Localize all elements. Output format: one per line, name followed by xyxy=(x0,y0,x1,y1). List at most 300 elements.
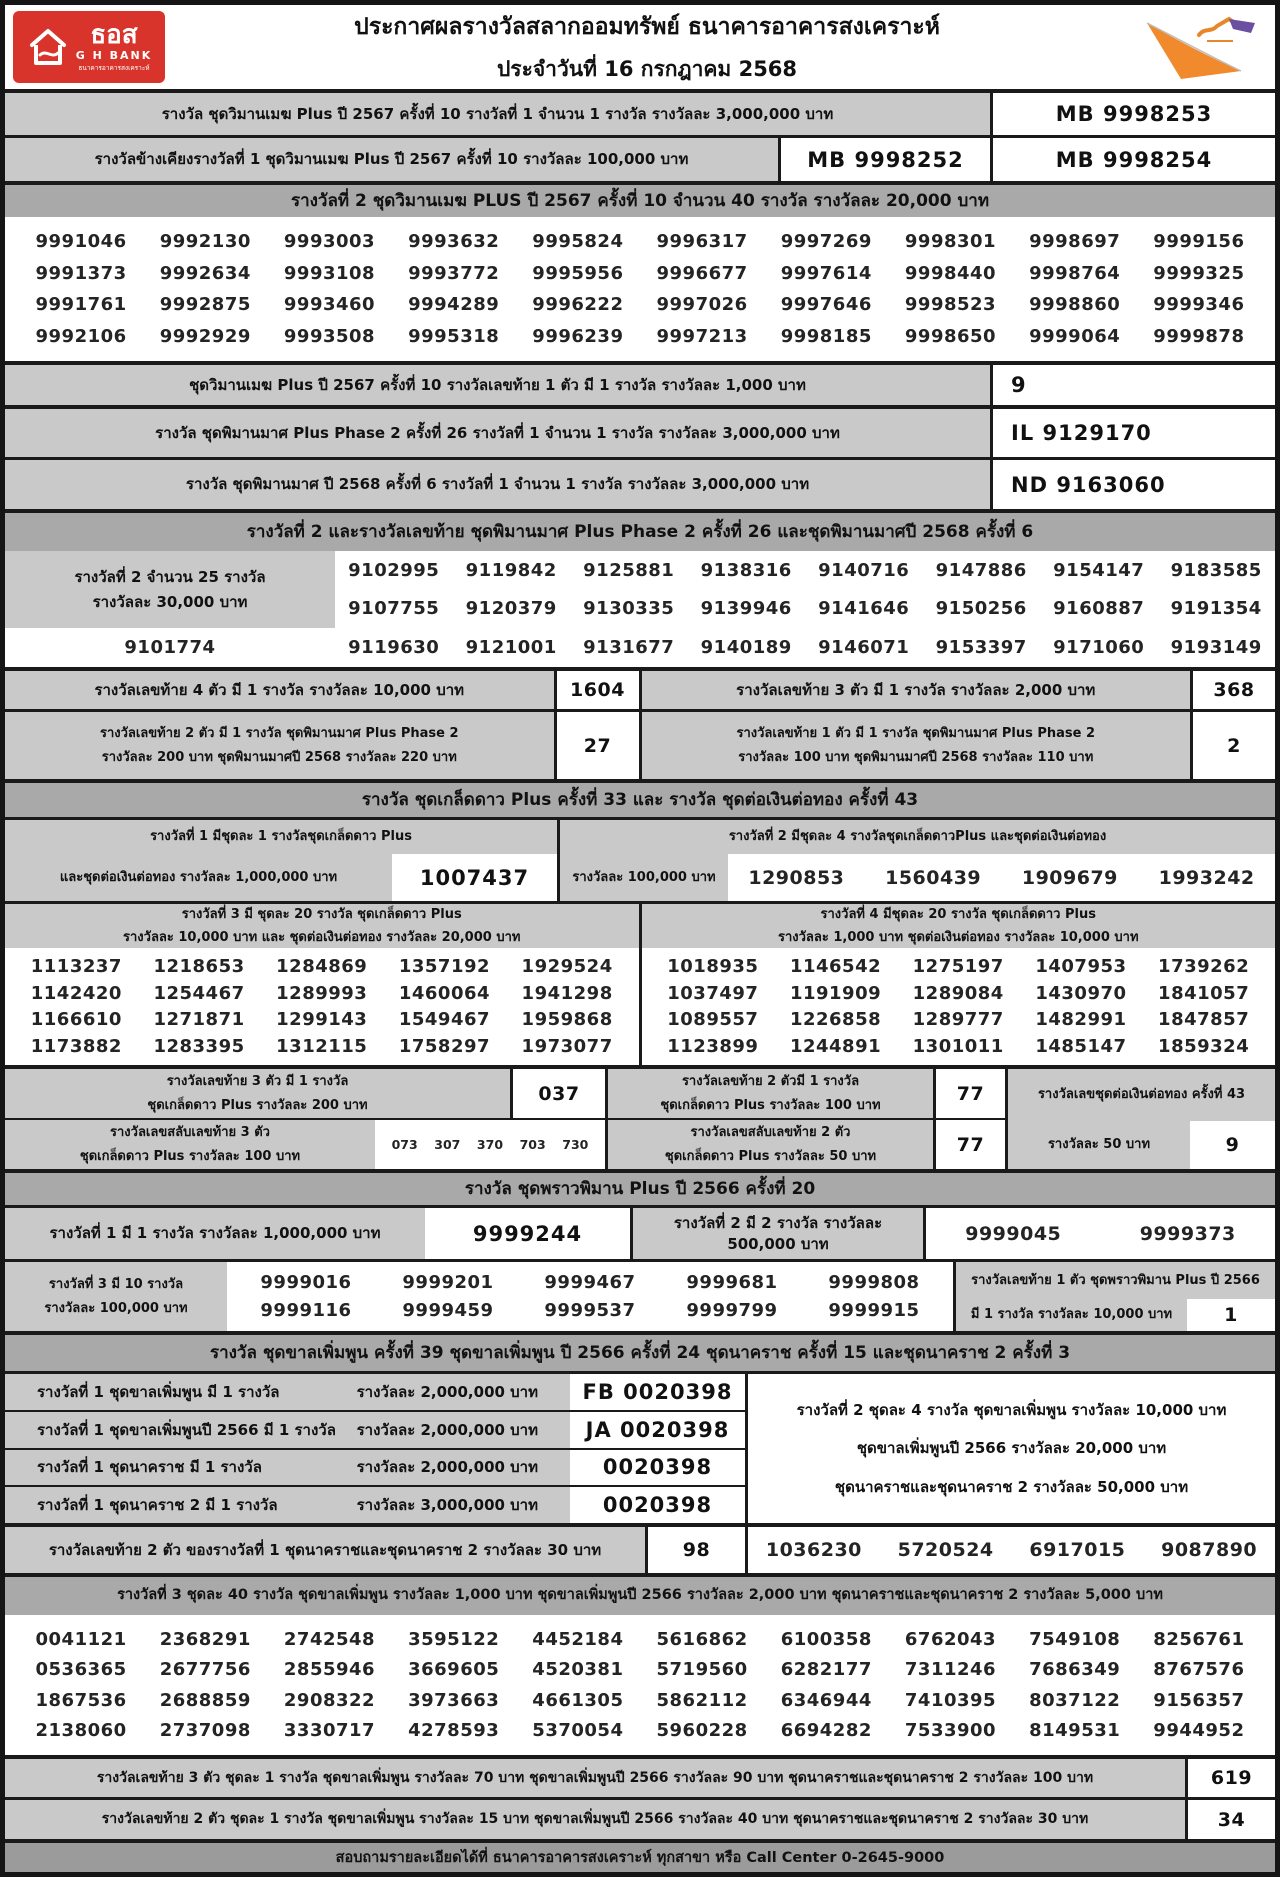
prize-label xyxy=(5,1069,510,1118)
lottery-number: 9999799 xyxy=(686,1300,778,1322)
document-title xyxy=(165,9,1129,86)
prize-label: รางวัลเลขท้าย 3 ตัว ชุดละ 1 รางวัล ชุดขาลเพิ่มพูน รางวัลละ 70 บาท ชุดขาลเพิ่มพูนปี 2566 รางวัลละ 90 บาท ชุดนาคราชและชุดนาคราช 2 รางวัลละ 100 บาท xyxy=(5,1759,1185,1797)
lottery-number: 9121001 xyxy=(465,637,557,659)
prize-value: MB 9998253 xyxy=(990,93,1275,135)
khan-prize1-row xyxy=(5,1448,745,1486)
lottery-number: 9997614 xyxy=(780,262,872,284)
lottery-number: 6694282 xyxy=(780,1720,872,1742)
lottery-number: 6346944 xyxy=(780,1689,872,1711)
prize-label-line2: ชุดเกล็ดดาว Plus รางวัลละ 100 บาท xyxy=(660,1097,881,1113)
prize-label-line2: รางวัลละ 50 บาท xyxy=(1047,1137,1151,1153)
lottery-number: 9998440 xyxy=(904,262,997,284)
lottery-number: 6100358 xyxy=(780,1628,872,1650)
praopiman-prize1-prize2-row xyxy=(5,1205,1275,1259)
prize-label-line2: ชุดเกล็ดดาว Plus รางวัลละ 50 บาท xyxy=(664,1148,877,1164)
prize-value: 9 xyxy=(1190,1121,1275,1169)
prize-label: รางวัลเลขท้าย 4 ตัว มี 1 รางวัล รางวัลละ 10,000 บาท xyxy=(5,671,554,709)
ghb-bank-logo xyxy=(13,11,165,83)
lottery-number: 9991373 xyxy=(35,262,127,284)
prize-label-line2: มี 1 รางวัล รางวัลละ 10,000 บาท xyxy=(970,1307,1173,1322)
kleddao-prize2-body xyxy=(560,854,1275,901)
praopiman-last1-cell xyxy=(953,1262,1275,1331)
lottery-number: 3330717 xyxy=(283,1720,376,1742)
lottery-number: 9999116 xyxy=(260,1300,352,1322)
lottery-number: 7410395 xyxy=(904,1689,997,1711)
lottery-number: 9153397 xyxy=(935,637,1027,659)
praopiman-last1-value-row xyxy=(956,1299,1275,1332)
pimanmas-prize2-block xyxy=(5,551,1275,667)
lottery-number: 9999373 xyxy=(1139,1222,1236,1245)
lottery-number: 9140716 xyxy=(818,559,910,581)
khan-prize2-cell xyxy=(745,1374,1275,1523)
lottery-number: 2677756 xyxy=(159,1659,251,1681)
prize-label-line1: รางวัลเลขท้าย 1 ตัว มี 1 รางวัล ชุดพิมานมาศ Plus Phase 2 xyxy=(736,726,1096,741)
lottery-number: 1993242 xyxy=(1158,866,1255,889)
lottery-number: 9997269 xyxy=(780,231,872,253)
lottery-number: 1909679 xyxy=(1021,866,1118,889)
pimanmas-prize2-row3 xyxy=(335,628,1275,667)
praopiman-prize2-values xyxy=(923,1208,1275,1259)
prize-label xyxy=(5,1450,570,1486)
lottery-number: 1482991 xyxy=(1035,1009,1127,1031)
lottery-number: 1036230 xyxy=(765,1539,862,1561)
prize-label xyxy=(639,712,1191,779)
prize-header-line1: รางวัลที่ 4 มีชุดละ 20 รางวัล ชุดเกล็ดดาว Plus xyxy=(820,906,1096,922)
pimanmas-phase2-prize1-row xyxy=(5,405,1275,457)
lottery-number: 1290853 xyxy=(748,866,845,889)
section-header-praopiman: รางวัล ชุดพราวพิมาน Plus ปี 2566 ครั้งที่ 20 xyxy=(5,1169,1275,1205)
khan-last2-prize1-row xyxy=(5,1523,1275,1573)
lottery-number: 4520381 xyxy=(532,1659,624,1681)
prize-label xyxy=(5,712,554,779)
lottery-number: 9993108 xyxy=(283,262,376,284)
lottery-number: 1560439 xyxy=(885,866,982,889)
prize-value: 1604 xyxy=(554,671,639,709)
prize-label-line1: รางวัลเลขสลับเลขท้าย 3 ตัว xyxy=(110,1125,270,1140)
section-header-khan: รางวัล ชุดขาลเพิ่มพูน ครั้งที่ 39 ชุดขาลเพิ่มพูน ปี 2566 ครั้งที่ 24 ชุดนาคราช ครั้งที่ 15 และชุดนาคราช 2 ครั้งที่ 3 xyxy=(5,1331,1275,1371)
ghb-anniversary-logo xyxy=(1129,9,1269,85)
lottery-number: 9995824 xyxy=(532,231,624,253)
lottery-number: 1146542 xyxy=(789,955,882,977)
prize-value: 1 xyxy=(1187,1299,1275,1332)
khan-prize1-row xyxy=(5,1374,745,1410)
khan-prize2-line1: รางวัลที่ 2 ชุดละ 4 รางวัล ชุดขาลเพิ่มพูน รางวัลละ 10,000 บาท xyxy=(796,1401,1227,1420)
prize-label: รางวัลข้างเคียงรางวัลที่ 1 ชุดวิมานเมฆ Plus ปี 2567 ครั้งที่ 10 รางวัลละ 100,000 บาท xyxy=(5,138,778,181)
kleddao-prize4-numbers xyxy=(642,948,1276,1065)
lottery-number: 9999681 xyxy=(686,1271,778,1293)
lottery-number: 1289993 xyxy=(276,982,368,1004)
lottery-number: 1254467 xyxy=(153,982,245,1004)
lottery-number: 1271871 xyxy=(153,1009,245,1031)
pimanmas-last2-last1-row xyxy=(5,709,1275,779)
lottery-number: 1123899 xyxy=(667,1036,759,1058)
lottery-number: 1289084 xyxy=(912,982,1004,1004)
kleddao-tails-col1 xyxy=(5,1069,605,1169)
pimanmas-prize2-row1 xyxy=(335,551,1275,590)
lottery-number: 1430970 xyxy=(1035,982,1127,1004)
prize-label-line1: รางวัลเลขท้าย 3 ตัว มี 1 รางวัล xyxy=(166,1074,349,1089)
prize-label-line1: รางวัลเลขท้าย 1 ตัว ชุดพราวพิมาน Plus ปี 2566 xyxy=(971,1272,1260,1288)
lottery-number: 9993003 xyxy=(283,231,376,253)
lottery-number: 8767576 xyxy=(1153,1659,1245,1681)
prize-label xyxy=(5,551,335,628)
lottery-number: 9140189 xyxy=(700,637,792,659)
lottery-number: 1089557 xyxy=(667,1009,759,1031)
section-header-khan-prize3: รางวัลที่ 3 ชุดละ 40 รางวัล ชุดขาลเพิ่มพูน รางวัลละ 1,000 บาท ชุดขาลเพิ่มพูนปี 2566 รางวัลละ 2,000 บาท ชุดนาคราชและชุดนาคราช 2 รางวัลละ 5,000 บาท xyxy=(5,1573,1275,1615)
kleddao-prize3-numbers xyxy=(5,948,639,1065)
lottery-number: 1244891 xyxy=(789,1036,882,1058)
lottery-number: 9147886 xyxy=(935,559,1027,581)
prize-label-line2: รางวัลละ 30,000 บาท xyxy=(92,592,248,611)
lottery-number: 9999156 xyxy=(1153,231,1245,253)
prize-value: 9 xyxy=(990,365,1275,405)
lottery-number: 9160887 xyxy=(1053,598,1145,620)
khan-prize2-line3: ชุดนาคราชและชุดนาคราช 2 รางวัลละ 50,000 บาท xyxy=(834,1477,1189,1496)
lottery-number: 9995318 xyxy=(408,325,500,347)
khan-prize2-line2: ชุดขาลเพิ่มพูนปี 2566 รางวัลละ 20,000 บาท xyxy=(856,1439,1167,1458)
lottery-number: 5719560 xyxy=(656,1659,748,1681)
lottery-number: 1973077 xyxy=(521,1036,613,1058)
prize-header xyxy=(5,904,639,948)
lottery-number: 1113237 xyxy=(30,955,122,977)
lottery-number: 9107755 xyxy=(348,598,440,620)
prize-value: 1007437 xyxy=(392,854,557,901)
lottery-number: 9125881 xyxy=(583,559,675,581)
lottery-number: 9087890 xyxy=(1161,1539,1258,1561)
lottery-number: 1301011 xyxy=(912,1036,1004,1058)
lottery-number: 1929524 xyxy=(521,955,613,977)
lottery-number: 9999459 xyxy=(402,1300,494,1322)
prize-header-line2: รางวัลละ 1,000 บาท ชุดต่อเงินต่อทอง รางวัลละ 10,000 บาท xyxy=(777,930,1139,945)
lottery-number: 9193149 xyxy=(1170,637,1262,659)
lottery-number: 1460064 xyxy=(398,982,491,1004)
lottery-number: 9191354 xyxy=(1170,598,1262,620)
lottery-number: 9146071 xyxy=(818,637,910,659)
lottery-number: 1941298 xyxy=(521,982,613,1004)
lottery-number: 2737098 xyxy=(159,1720,251,1742)
lottery-number: 3669605 xyxy=(408,1659,500,1681)
prize-header: รางวัลที่ 1 มีชุดละ 1 รางวัลชุดเกล็ดดาว Plus xyxy=(5,820,557,854)
khan-prize1-rows xyxy=(5,1374,745,1523)
lottery-number: 1142420 xyxy=(30,982,122,1004)
prize-label xyxy=(608,1069,933,1118)
kleddao-tails-col2 xyxy=(605,1069,1005,1169)
pimanmas-last4-last3-row xyxy=(5,667,1275,709)
prize-amount: รางวัลละ 2,000,000 บาท xyxy=(356,1458,538,1477)
lottery-number: 0041121 xyxy=(35,1628,127,1650)
prize-value: IL 9129170 xyxy=(990,409,1275,457)
kleddao-perm3-values xyxy=(375,1120,605,1169)
lottery-number: 9996239 xyxy=(532,325,624,347)
lottery-number: 3595122 xyxy=(408,1628,500,1650)
prize-value: 98 xyxy=(645,1527,745,1573)
title-line-2: ประจำวันที่ 16 กรกฎาคม 2568 xyxy=(496,56,798,81)
lottery-number: 2908322 xyxy=(283,1689,376,1711)
lottery-number: 730 xyxy=(562,1137,589,1152)
lottery-number: 9156357 xyxy=(1153,1689,1245,1711)
prize-label xyxy=(5,1262,227,1331)
prize-label-line1: รางวัลเลขชุดต่อเงินต่อทอง ครั้งที่ 43 xyxy=(1037,1087,1246,1103)
prize-label xyxy=(5,1412,570,1448)
prize-value: 037 xyxy=(510,1069,605,1118)
lottery-number: 5960228 xyxy=(656,1720,748,1742)
kleddao-perm2-row xyxy=(608,1118,1005,1169)
kleddao-prize2-half xyxy=(557,820,1275,901)
praopiman-prize3-row xyxy=(5,1259,1275,1331)
prize-label: รางวัล ชุดพิมานมาศ ปี 2568 ครั้งที่ 6 รางวัลที่ 1 จำนวน 1 รางวัล รางวัลละ 3,000,000 บาท xyxy=(5,460,990,509)
lottery-number: 9119842 xyxy=(465,559,557,581)
lottery-number: 2138060 xyxy=(35,1720,127,1742)
lottery-number: 1739262 xyxy=(1158,955,1250,977)
lottery-number: 8256761 xyxy=(1153,1628,1245,1650)
prize-value: 368 xyxy=(1190,671,1275,709)
lottery-number: 1191909 xyxy=(789,982,882,1004)
kleddao-tortong-value-row xyxy=(1008,1121,1275,1169)
lottery-number: 9999878 xyxy=(1153,325,1245,347)
prize-header-line1: รางวัลที่ 3 มี ชุดละ 20 รางวัล ชุดเกล็ดดาว Plus xyxy=(181,906,462,922)
lottery-number: 9999064 xyxy=(1029,325,1121,347)
lottery-number: 073 xyxy=(391,1137,418,1152)
lottery-number: 9999325 xyxy=(1153,262,1245,284)
kleddao-last2-row xyxy=(608,1069,1005,1118)
kleddao-tails-block xyxy=(5,1065,1275,1169)
lottery-number: 9992929 xyxy=(159,325,251,347)
prize-label-line1: รางวัลเลขท้าย 2 ตัว มี 1 รางวัล ชุดพิมานมาศ Plus Phase 2 xyxy=(99,726,459,741)
prize-label-line1: รางวัลเลขท้าย 2 ตัวมี 1 รางวัล xyxy=(681,1074,860,1089)
lottery-number: 1959868 xyxy=(521,1009,613,1031)
pimanmas-prize2-row2 xyxy=(335,590,1275,629)
lottery-number: 2368291 xyxy=(159,1628,251,1650)
prize-label: รางวัล ชุดวิมานเมฆ Plus ปี 2567 ครั้งที่ 10 รางวัลที่ 1 จำนวน 1 รางวัล รางวัลละ 3,000,000 บาท xyxy=(5,93,990,135)
prize-value: 619 xyxy=(1185,1759,1275,1797)
lottery-number: 5862112 xyxy=(656,1689,748,1711)
kleddao-last3-row xyxy=(5,1069,605,1118)
kleddao-perm3-row xyxy=(5,1118,605,1169)
lottery-number: 1275197 xyxy=(912,955,1004,977)
lottery-number: 9997646 xyxy=(780,294,872,316)
lottery-number: 1289777 xyxy=(912,1009,1004,1031)
prize-value: JA 0020398 xyxy=(570,1412,745,1448)
lottery-number: 703 xyxy=(519,1137,546,1152)
lottery-number: 8149531 xyxy=(1029,1720,1121,1742)
lottery-number: 9993772 xyxy=(408,262,500,284)
lottery-number: 1226858 xyxy=(789,1009,882,1031)
lottery-number: 9993460 xyxy=(283,294,376,316)
section-header-vimanmek-prize2: รางวัลที่ 2 ชุดวิมานเมฆ PLUS ปี 2567 ครั้งที่ 10 จำนวน 40 รางวัล รางวัลละ 20,000 บาท xyxy=(5,181,1275,217)
kleddao-prize2-values xyxy=(728,854,1275,901)
lottery-number: 5616862 xyxy=(656,1628,748,1650)
lottery-number: 9992130 xyxy=(159,231,251,253)
khan-prize1-row xyxy=(5,1410,745,1448)
lottery-number: 9131677 xyxy=(583,637,675,659)
vimanmek-prize1-row xyxy=(5,89,1275,135)
khan-prize1-block xyxy=(5,1371,1275,1523)
kleddao-tortong-cell xyxy=(1005,1069,1275,1169)
prize-label-line2: รางวัลละ 100 บาท ชุดพิมานมาศปี 2568 รางวัลละ 110 บาท xyxy=(738,749,1094,765)
lottery-number: 9996317 xyxy=(656,231,748,253)
prize-amount: รางวัลละ 2,000,000 บาท xyxy=(356,1420,538,1439)
prize-value: 27 xyxy=(554,712,639,779)
prize-label-line1: รางวัลที่ 2 จำนวน 25 รางวัล xyxy=(74,568,266,587)
lottery-number: 1218653 xyxy=(153,955,245,977)
kleddao-prize1-half xyxy=(5,820,557,901)
lottery-number: 9992106 xyxy=(35,325,127,347)
vimanmek-prize2-numbers xyxy=(5,217,1275,361)
lottery-number: 1312115 xyxy=(276,1036,368,1058)
lottery-number: 9154147 xyxy=(1053,559,1145,581)
khan-last3-row xyxy=(5,1755,1275,1797)
lottery-number: 9102995 xyxy=(348,559,440,581)
prize-label: รางวัลที่ 1 มี 1 รางวัล รางวัลละ 1,000,000 บาท xyxy=(5,1208,425,1259)
lottery-number: 2742548 xyxy=(283,1628,376,1650)
prize-value: 2 xyxy=(1190,712,1275,779)
lottery-number: 9994289 xyxy=(408,294,500,316)
lottery-number: 9999808 xyxy=(828,1271,920,1293)
lottery-number: 9139946 xyxy=(700,598,792,620)
lottery-number: 1299143 xyxy=(276,1009,368,1031)
ghb-logo-text xyxy=(76,22,153,72)
lottery-number: 1284869 xyxy=(276,955,368,977)
prize-value: 77 xyxy=(933,1120,1005,1169)
lottery-number: 7686349 xyxy=(1029,1659,1121,1681)
lottery-number: 4278593 xyxy=(408,1720,500,1742)
lottery-number: 9999016 xyxy=(260,1271,352,1293)
praopiman-prize3-numbers xyxy=(227,1262,953,1331)
lottery-number: 370 xyxy=(476,1137,504,1152)
kleddao-prize4-half xyxy=(639,904,1276,1065)
lottery-number: 1867536 xyxy=(35,1689,127,1711)
lottery-number: 6762043 xyxy=(904,1628,997,1650)
lottery-number: 307 xyxy=(434,1137,461,1152)
lottery-number: 7311246 xyxy=(904,1659,997,1681)
prize-header: รางวัลที่ 2 มีชุดละ 4 รางวัลชุดเกล็ดดาวPlus และชุดต่อเงินต่อทอง xyxy=(560,820,1275,854)
pimanmas-2568-prize1-row xyxy=(5,457,1275,509)
lottery-number: 9138316 xyxy=(700,559,792,581)
khan-last2-row xyxy=(5,1797,1275,1839)
lottery-number: 9992875 xyxy=(159,294,251,316)
lottery-number: 9999346 xyxy=(1153,294,1245,316)
prize-label: รางวัลเลขท้าย 2 ตัว ของรางวัลที่ 1 ชุดนาคราชและชุดนาคราช 2 รางวัลละ 30 บาท xyxy=(5,1527,645,1573)
lottery-number: 9996222 xyxy=(532,294,624,316)
lottery-number: 5720524 xyxy=(897,1539,994,1561)
prize-label-line1: รางวัลที่ 3 มี 10 รางวัล xyxy=(48,1277,184,1292)
vimanmek-last1-row xyxy=(5,361,1275,405)
lottery-number: 5370054 xyxy=(532,1720,624,1742)
prize-label: และชุดต่อเงินต่อทอง รางวัลละ 1,000,000 บาท xyxy=(5,854,392,901)
lottery-number: 9997026 xyxy=(656,294,748,316)
bank-english-name: G H BANK xyxy=(75,49,153,63)
lottery-number: 9998185 xyxy=(780,325,872,347)
kleddao-prize3-prize4-block xyxy=(5,901,1275,1065)
khan-prize3-numbers xyxy=(5,1615,1275,1755)
lottery-number: 1758297 xyxy=(398,1036,491,1058)
prize-name: รางวัลที่ 1 ชุดนาคราช 2 มี 1 รางวัล xyxy=(37,1496,278,1514)
prize-label-line2: รางวัลละ 100,000 บาท xyxy=(44,1300,188,1316)
lottery-number: 9995956 xyxy=(532,262,624,284)
prize-value: MB 9998254 xyxy=(990,138,1275,181)
prize-label-line1: รางวัลเลขสลับเลขท้าย 2 ตัว xyxy=(690,1125,851,1140)
lottery-number: 9998650 xyxy=(904,325,997,347)
prize-value: 0020398 xyxy=(570,1450,745,1486)
prize-value: 9999244 xyxy=(425,1208,630,1259)
prize-label: ชุดวิมานเมฆ Plus ปี 2567 ครั้งที่ 10 รางวัลเลขท้าย 1 ตัว มี 1 รางวัล รางวัลละ 1,000 บาท xyxy=(5,365,990,405)
lottery-number: 9141646 xyxy=(818,598,910,620)
lottery-number: 9991761 xyxy=(35,294,127,316)
lottery-number: 9171060 xyxy=(1053,637,1145,659)
lottery-number: 9993508 xyxy=(283,325,376,347)
prize-label: รางวัลเลขท้าย 3 ตัว มี 1 รางวัล รางวัลละ 2,000 บาท xyxy=(639,671,1191,709)
prize-label-line2: ชุดเกล็ดดาว Plus รางวัลละ 200 บาท xyxy=(147,1097,368,1113)
lottery-number: 9996677 xyxy=(656,262,748,284)
prize-amount: รางวัลละ 2,000,000 บาท xyxy=(356,1382,538,1401)
prize-header-line2: รางวัลละ 10,000 บาท และ ชุดต่อเงินต่อทอง รางวัลละ 20,000 บาท xyxy=(123,930,521,945)
prize-value: ND 9163060 xyxy=(990,460,1275,509)
footer-contact: สอบถามรายละเอียดได้ที่ ธนาคารอาคารสงเคราะห์ ทุกสาขา หรือ Call Center 0-2645-9000 xyxy=(5,1839,1275,1872)
lottery-number: 1485147 xyxy=(1035,1036,1127,1058)
lottery-number: 7533900 xyxy=(904,1720,997,1742)
lottery-number: 9999537 xyxy=(544,1300,636,1322)
lottery-number: 2855946 xyxy=(283,1659,376,1681)
lottery-number: 1037497 xyxy=(667,982,759,1004)
title-line-1: ประกาศผลรางวัลสลากออมทรัพย์ ธนาคารอาคารสงเคราะห์ xyxy=(354,13,940,40)
lottery-number: 9119630 xyxy=(348,637,440,659)
prize-label-line2: ชุดเกล็ดดาว Plus รางวัลละ 100 บาท xyxy=(79,1148,301,1164)
lottery-number: 9992634 xyxy=(159,262,251,284)
lottery-number: 1018935 xyxy=(667,955,759,977)
prize-label: รางวัล ชุดพิมานมาศ Plus Phase 2 ครั้งที่ 26 รางวัลที่ 1 จำนวน 1 รางวัล รางวัลละ 3,000,000 บาท xyxy=(5,409,990,457)
khan-prize2-values xyxy=(745,1527,1275,1573)
bank-short-name: ธอส xyxy=(90,20,138,51)
lottery-number: 9991046 xyxy=(35,231,127,253)
prize-header xyxy=(642,904,1276,948)
prize-value: 0020398 xyxy=(570,1487,745,1523)
prize-label xyxy=(5,1374,570,1410)
section-header-pimanmas-prize2: รางวัลที่ 2 และรางวัลเลขท้าย ชุดพิมานมาศ Plus Phase 2 ครั้งที่ 26 และชุดพิมานมาศปี 2568 ครั้งที่ 6 xyxy=(5,509,1275,551)
prize-name: รางวัลที่ 1 ชุดนาคราช มี 1 รางวัล xyxy=(37,1458,262,1477)
lottery-number: 9999915 xyxy=(828,1300,920,1322)
lottery-number: 1407953 xyxy=(1035,955,1127,977)
document-header xyxy=(5,5,1275,89)
lottery-number: 9998860 xyxy=(1029,294,1121,316)
prize-label: รางวัลที่ 2 มี 2 รางวัล รางวัลละ 500,000 บาท xyxy=(630,1208,923,1259)
prize-amount: รางวัลละ 3,000,000 บาท xyxy=(356,1496,538,1514)
lottery-number: 1173882 xyxy=(30,1036,122,1058)
lottery-number: 1357192 xyxy=(398,955,491,977)
lottery-number: 9999467 xyxy=(544,1271,636,1293)
lottery-number: 4452184 xyxy=(532,1628,624,1650)
section-header-kleddao: รางวัล ชุดเกล็ดดาว Plus ครั้งที่ 33 และ รางวัล ชุดต่อเงินต่อทอง ครั้งที่ 43 xyxy=(5,779,1275,817)
prize-label xyxy=(608,1120,933,1169)
lottery-number: 1859324 xyxy=(1158,1036,1250,1058)
prize-value: 77 xyxy=(933,1069,1005,1118)
lottery-number: 6282177 xyxy=(780,1659,872,1681)
lottery-number: 1166610 xyxy=(30,1009,122,1031)
lottery-number: 1847857 xyxy=(1158,1009,1250,1031)
prize-value: 34 xyxy=(1185,1800,1275,1839)
prize-label: รางวัลละ 100,000 บาท xyxy=(560,854,728,901)
prize-label xyxy=(5,1487,570,1523)
lottery-number: 8037122 xyxy=(1029,1689,1121,1711)
lottery-number: 9944952 xyxy=(1153,1720,1245,1742)
lottery-number: 1549467 xyxy=(398,1009,491,1031)
lottery-number: 9998301 xyxy=(904,231,997,253)
lottery-number: 1283395 xyxy=(153,1036,245,1058)
lottery-number: 9999045 xyxy=(965,1222,1062,1245)
lottery-number: 9998697 xyxy=(1029,231,1121,253)
lottery-number: 4661305 xyxy=(532,1689,624,1711)
kleddao-prize1-prize2-block xyxy=(5,817,1275,901)
lottery-number: 1841057 xyxy=(1158,982,1250,1004)
